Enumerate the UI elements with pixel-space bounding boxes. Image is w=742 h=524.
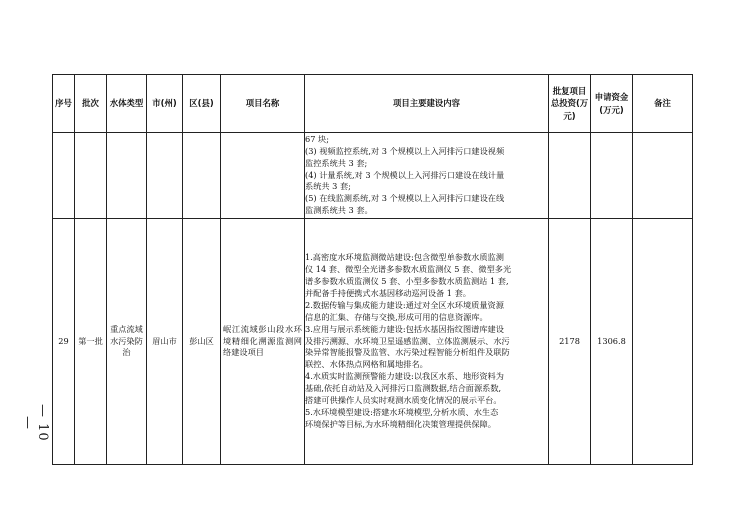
- table-row-continuation: [53, 133, 693, 219]
- content-line: 监测系统共 3 套。: [305, 205, 373, 216]
- content-line: 67 块;: [305, 133, 329, 144]
- header-district: 区(县): [183, 75, 221, 133]
- table-row-29: [53, 219, 693, 465]
- cell-empty: [75, 133, 107, 219]
- header-city: 市(州): [147, 75, 183, 133]
- cell-water-type: 重点流域水污染防治: [107, 219, 147, 465]
- content-line: 搭建可供操作人员实时观测水质变化情况的展示平台。: [305, 395, 502, 405]
- cell-district: 彭山区: [183, 219, 221, 465]
- content-line: 1.高密度水环境监测微站建设:包含微型单参数水质监测: [305, 252, 504, 263]
- header-content: 项目主要建设内容: [305, 75, 549, 133]
- content-line: 联控、水体热点网格和属地排名。: [305, 359, 428, 370]
- cell-seq: 29: [53, 219, 75, 465]
- project-table: [52, 74, 693, 465]
- cell-project-name: 岷江流域彭山段水环境精细化溯源监测网络建设项目: [221, 219, 305, 465]
- header-approved-investment: 批复项目总投资(万元): [549, 75, 591, 133]
- content-line: 系统共 3 套;: [305, 181, 351, 192]
- content-line: 3.应用与展示系统能力建设:包括水基因指纹图谱库建设: [305, 323, 504, 334]
- cell-approved-investment: 2178: [549, 219, 591, 465]
- header-project-name: 项目名称: [221, 75, 305, 133]
- content-line: 2.数据传输与集成能力建设:通过对全区水环境质量资源: [305, 299, 504, 310]
- cell-content: [305, 219, 549, 465]
- header-remarks: 备注: [633, 75, 693, 133]
- cell-empty: [53, 133, 75, 219]
- cell-batch: 第一批: [75, 219, 107, 465]
- content-line: (3) 视频监控系统,对 3 个规模以上入河排污口建设视频: [305, 145, 505, 156]
- page-number: — 10 —: [20, 403, 50, 442]
- header-water-type: 水体类型: [107, 75, 147, 133]
- cell-empty: [107, 133, 147, 219]
- header-seq: 序号: [53, 75, 75, 133]
- content-line: (4) 计量系统,对 3 个规模以上入河排污口建设在线计量: [305, 169, 505, 180]
- content-line: 环境保护等目标,为水环境精细化决策管理提供保障。: [305, 418, 496, 429]
- content-line: (5) 在线监测系统,对 3 个规模以上入河排污口建设在线: [305, 193, 505, 204]
- cell-empty: [183, 133, 221, 219]
- content-line: 基础,依托自动站及入河排污口监测数据,结合面源系数,: [305, 383, 502, 394]
- cell-empty: [591, 133, 633, 219]
- content-line: 及排污溯源、水环境卫星遥感监测、立体监测展示、水污: [305, 335, 510, 346]
- content-line: 染异常智能报警及监管、水污染过程智能分析组件及联防: [305, 347, 510, 358]
- cell-empty: [549, 133, 591, 219]
- header-row: [53, 75, 693, 133]
- cell-requested-funds: 1306.8: [591, 219, 633, 465]
- content-line: 谱多参数水质监测仪 5 套、小型多参数水质监测站 1 套,: [305, 276, 509, 287]
- header-requested-funds: 申请资金(万元): [591, 75, 633, 133]
- cell-empty: [221, 133, 305, 219]
- continuation-content: [305, 133, 549, 219]
- content-line: 信息的汇集、存储与交换,形成可用的信息资源库。: [305, 311, 488, 322]
- content-line: 仪 14 套、微型全光谱多参数水质监测仪 5 套、微型多光: [305, 264, 512, 275]
- cell-empty: [147, 133, 183, 219]
- cell-city: 眉山市: [147, 219, 183, 465]
- header-batch: 批次: [75, 75, 107, 133]
- cell-remarks: [633, 219, 693, 465]
- cell-empty: [633, 133, 693, 219]
- content-line: 并配备手持便携式水基因移动巡河设备 1 套。: [305, 287, 471, 298]
- content-line: 5.水环境模型建设:搭建水环境模型,分析水质、水生态: [305, 406, 499, 417]
- content-line: 监控系统共 3 套;: [305, 157, 368, 168]
- content-line: 4.水质实时监测预警能力建设:以我区水系、地形资料为: [305, 371, 504, 382]
